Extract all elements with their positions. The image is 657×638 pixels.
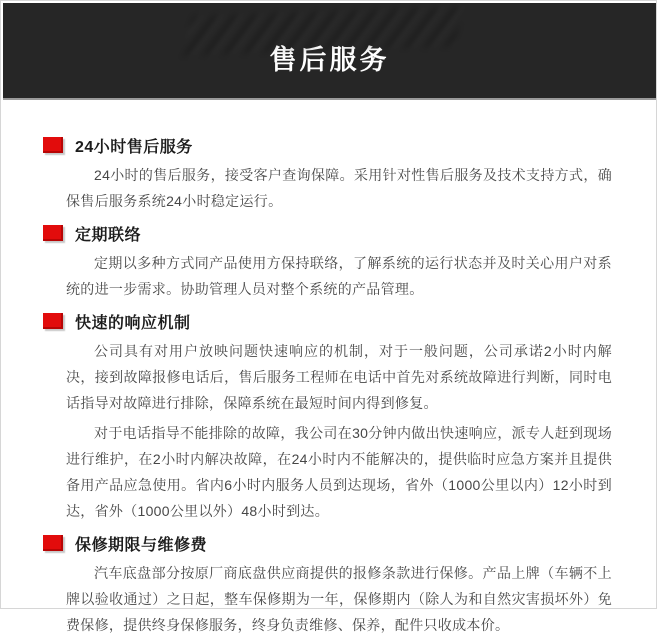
red-square-bullet-icon	[43, 313, 63, 329]
section-regular-contact	[43, 220, 612, 302]
section-paragraph: 对于电话指导不能排除的故障，我公司在30分钟内做出快速响应，派专人赶到现场进行维护，在2小时内解决故障，在24小时内不能解决的，提供临时应急方案并且提供备用产品应急使用。省内6小时内服务人员到达现场，省外（1000公里以内）12小时到达，省外（1000公里以外）48小时到达。	[66, 425, 612, 519]
section-rapid-response	[43, 308, 612, 524]
section-heading: 定期联络	[75, 226, 142, 244]
red-square-bullet-icon	[43, 137, 63, 153]
section-header	[43, 132, 612, 158]
section-paragraph: 定期以多种方式同产品使用方保持联络，了解系统的运行状态并及时关心用户对系统的进一步需求。协助管理人员对整个系统的产品管理。	[66, 255, 612, 297]
section-heading: 24小时售后服务	[75, 138, 193, 156]
watermark	[181, 6, 465, 55]
section-header	[43, 530, 612, 556]
section-text	[43, 560, 612, 638]
section-text	[43, 250, 612, 302]
section-text	[43, 162, 612, 214]
section-heading: 快速的响应机制	[75, 314, 191, 332]
document-body	[1, 100, 656, 638]
section-header	[43, 308, 612, 334]
page-header	[3, 3, 656, 100]
section-paragraph: 公司具有对用户放映问题快速响应的机制，对于一般问题，公司承诺2小时内解决，接到故障报修电话后，售后服务工程师在电话中首先对系统故障进行判断，同时电话指导对故障进行排除，保障系统在最短时间内得到修复。	[66, 343, 612, 411]
red-square-bullet-icon	[43, 535, 63, 551]
section-paragraph: 24小时的售后服务，接受客户查询保障。采用针对性售后服务及技术支持方式，确保售后服务系统24小时稳定运行。	[66, 167, 612, 209]
section-text	[43, 338, 612, 524]
section-heading: 保修期限与维修费	[75, 536, 208, 554]
section-header	[43, 220, 612, 246]
section-paragraph: 汽车底盘部分按原厂商底盘供应商提供的报修条款进行保修。产品上牌（车辆不上牌以验收通过）之日起，整车保修期为一年，保修期内（除人为和自然灾害损坏外）免费保修，提供终身保修服务，终身负责维修、保养，配件只收成本价。	[66, 565, 612, 633]
page-title: 售后服务	[269, 45, 390, 75]
section-warranty	[43, 530, 612, 638]
red-square-bullet-icon	[43, 225, 63, 241]
section-24h-service	[43, 132, 612, 214]
